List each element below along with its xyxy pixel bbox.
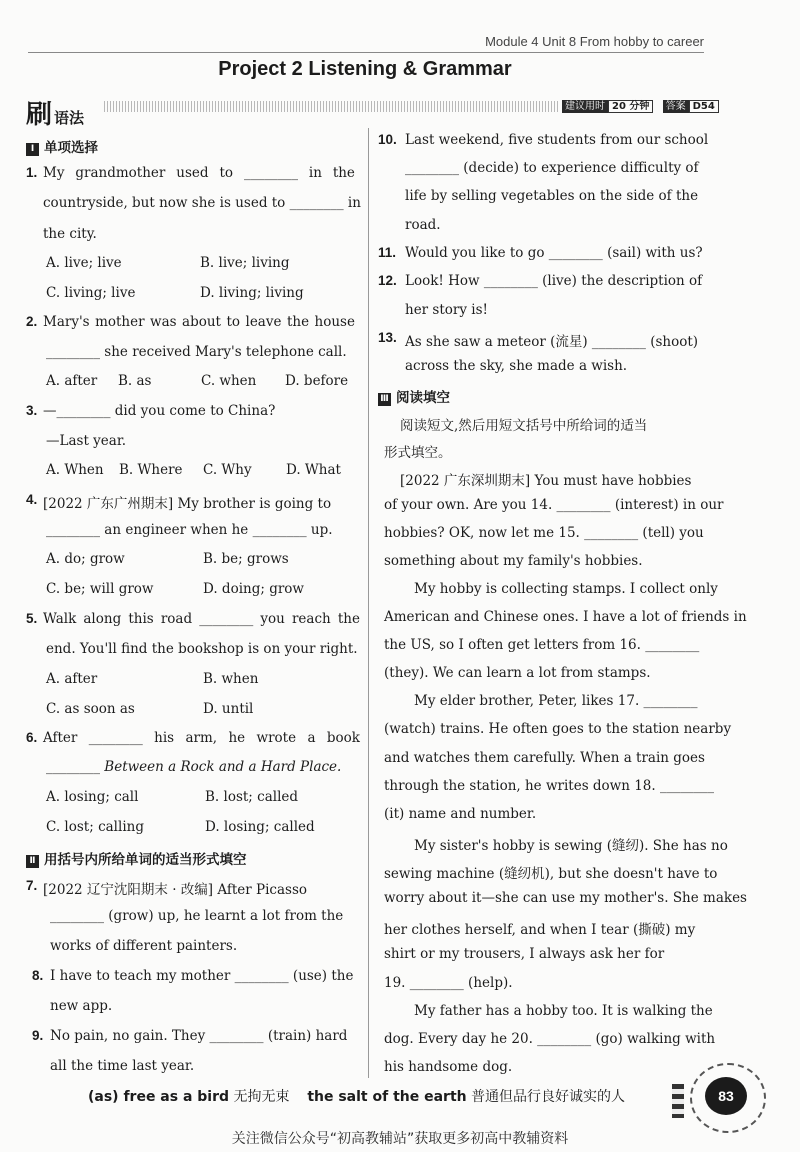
q2-number: 2. <box>26 314 38 329</box>
q3-option-c[interactable]: C. Why <box>203 462 252 478</box>
decorative-hatch-bar <box>104 101 560 112</box>
q6-book-title: Between a Rock and a Hard Place. <box>104 759 342 775</box>
q6-blank[interactable]: ________ <box>46 759 100 775</box>
idiom-1-en: (as) free as a bird <box>88 1089 230 1105</box>
reading-p2-line: My hobby is collecting stamps. I collect only <box>414 581 718 597</box>
reading-p3-line: (it) name and number. <box>384 806 537 822</box>
reading-p1-line: [2022 广东深圳期末] You must have hobbies <box>400 473 692 489</box>
q2-line-1: Mary's mother was about to leave the house <box>43 314 355 330</box>
q1-line-3: the city. <box>43 226 97 242</box>
q3-option-a[interactable]: A. When <box>46 462 104 478</box>
reading-p2-line: the US, so I often get letters from 16. ________ <box>384 637 700 653</box>
q7-line-1: [2022 辽宁沈阳期末 · 改编] After Picasso <box>43 882 308 898</box>
q5-line-2: end. You'll find the bookshop is on your right. <box>46 641 358 657</box>
q12-line-1: Look! How ________ (live) the description of <box>405 273 703 289</box>
q9-line-2: all the time last year. <box>50 1058 195 1074</box>
q9-number: 9. <box>32 1028 44 1043</box>
page-number: 83 <box>705 1077 747 1115</box>
q7-line-3: works of different painters. <box>50 938 238 954</box>
header-rule <box>28 52 704 53</box>
reading-p2-line: (they). We can learn a lot from stamps. <box>384 665 651 681</box>
reading-p1-line: hobbies? OK, now let me 15. ________ (tell) you <box>384 525 704 541</box>
brush-char: 刷 <box>26 100 53 130</box>
q11-line-1: Would you like to go ________ (sail) with us? <box>405 245 703 261</box>
section-3-title: 阅读填空 <box>396 390 450 406</box>
reading-p5-line: dog. Every day he 20. ________ (go) walking with <box>384 1031 716 1047</box>
grammar-label: 语法 <box>54 109 85 127</box>
reading-p2-line: American and Chinese ones. I have a lot of friends in <box>384 609 747 625</box>
q4-option-c[interactable]: C. be; will grow <box>46 581 154 597</box>
q2-option-a[interactable]: A. after <box>46 373 98 389</box>
q2-line-2: ________ she received Mary's telephone call. <box>46 344 347 360</box>
lighthouse-icon <box>672 1084 684 1118</box>
section-2-heading <box>26 848 247 868</box>
q12-line-2: her story is! <box>405 302 488 318</box>
q8-number: 8. <box>32 968 44 983</box>
q10-line-3: life by selling vegetables on the side of the <box>405 188 699 204</box>
section-1-number: Ⅰ <box>26 143 39 156</box>
q4-number: 4. <box>26 492 38 507</box>
module-unit-line: Module 4 Unit 8 From hobby to career <box>485 34 704 49</box>
q13-line-2: across the sky, she made a wish. <box>405 358 628 374</box>
q1-option-d[interactable]: D. living; living <box>200 285 304 301</box>
q4-option-a[interactable]: A. do; grow <box>46 551 125 567</box>
time-answer-box <box>562 97 719 112</box>
reading-p5-line: My father has a hobby too. It is walking the <box>414 1003 713 1019</box>
q5-option-b[interactable]: B. when <box>203 671 259 687</box>
page-title: Project 2 Listening & Grammar <box>218 58 512 80</box>
section-3-heading <box>378 386 450 406</box>
idiom-footer <box>88 1086 625 1106</box>
q11-number: 11. <box>378 245 397 260</box>
reading-p4-line: My sister's hobby is sewing (缝纫). She has no <box>414 838 728 854</box>
reading-p3-line: My elder brother, Peter, likes 17. ________ <box>414 693 698 709</box>
section-1-heading <box>26 136 98 156</box>
q7-number: 7. <box>26 878 38 893</box>
q13-number: 13. <box>378 330 397 345</box>
reading-intro-2: 形式填空。 <box>384 445 452 461</box>
q6-option-a[interactable]: A. losing; call <box>46 789 139 805</box>
q10-line-1: Last weekend, five students from our school <box>405 132 709 148</box>
section-2-title: 用括号内所给单词的适当形式填空 <box>44 852 247 868</box>
idiom-2-en: the salt of the earth <box>307 1089 467 1105</box>
idiom-2-cn: 普通但品行良好诚实的人 <box>471 1089 626 1105</box>
q13-line-1: As she saw a meteor (流星) ________ (shoot) <box>405 334 699 350</box>
q10-line-2: ________ (decide) to experience difficulty of <box>405 160 699 176</box>
reading-p4-line: shirt or my trousers, I always ask her for <box>384 946 665 962</box>
q4-line-1: [2022 广东广州期末] My brother is going to <box>43 496 332 512</box>
q5-line-1: Walk along this road ________ you reach the <box>43 611 360 627</box>
q2-option-d[interactable]: D. before <box>285 373 349 389</box>
q3-option-d[interactable]: D. What <box>286 462 341 478</box>
q4-line-2: ________ an engineer when he ________ up. <box>46 522 333 538</box>
q2-option-c[interactable]: C. when <box>201 373 257 389</box>
section-1-title: 单项选择 <box>44 140 98 156</box>
q10-line-4: road. <box>405 217 441 233</box>
q6-line-1: After ________ his arm, he wrote a book <box>43 730 360 746</box>
q4-option-b[interactable]: B. be; grows <box>203 551 289 567</box>
q4-option-d[interactable]: D. doing; grow <box>203 581 304 597</box>
q3-option-b[interactable]: B. Where <box>119 462 183 478</box>
q5-option-c[interactable]: C. as soon as <box>46 701 135 717</box>
q2-option-b[interactable]: B. as <box>118 373 152 389</box>
q9-line-1: No pain, no gain. They ________ (train) hard <box>50 1028 348 1044</box>
q6-line-2 <box>46 759 341 775</box>
reading-p3-line: and watches them carefully. When a train goes <box>384 750 705 766</box>
watermark-text: 关注微信公众号“初高教辅站”获取更多初高中教辅资料 <box>231 1131 569 1147</box>
reading-p3-line: (watch) trains. He often goes to the station nearby <box>384 721 732 737</box>
reading-p4-line: worry about it—she can use my mother's. She makes <box>384 890 747 906</box>
q1-option-a[interactable]: A. live; live <box>46 255 122 271</box>
section-2-number: Ⅱ <box>26 855 39 868</box>
q3-line-2: —Last year. <box>46 433 127 449</box>
section-3-number: Ⅲ <box>378 393 391 406</box>
q8-line-1: I have to teach my mother ________ (use) the <box>50 968 354 984</box>
idiom-1-cn: 无拘无束 <box>233 1089 290 1105</box>
reading-p1-line: of your own. Are you 14. ________ (interest) in our <box>384 497 724 513</box>
q12-number: 12. <box>378 273 397 288</box>
q6-option-d[interactable]: D. losing; called <box>205 819 315 835</box>
q1-option-b[interactable]: B. live; living <box>200 255 290 271</box>
q3-line-1: —________ did you come to China? <box>43 403 276 419</box>
q6-option-b[interactable]: B. lost; called <box>205 789 299 805</box>
section-brush-heading <box>26 94 84 131</box>
q8-line-2: new app. <box>50 998 113 1014</box>
answer-page: D54 <box>689 100 719 113</box>
reading-p1-line: something about my family's hobbies. <box>384 553 643 569</box>
q1-line-2: countryside, but now she is used to ________ in <box>43 195 361 211</box>
q5-number: 5. <box>26 611 38 626</box>
answer-label: 答案 <box>663 100 689 113</box>
q1-line-1: My grandmother used to ________ in the <box>43 165 355 181</box>
q3-number: 3. <box>26 403 38 418</box>
time-label: 建议用时 <box>562 100 608 113</box>
q1-option-c[interactable]: C. living; live <box>46 285 136 301</box>
reading-p4-line: her clothes herself, and when I tear (撕破) my <box>384 922 696 938</box>
q5-option-a[interactable]: A. after <box>46 671 98 687</box>
column-divider <box>368 128 369 1078</box>
q6-option-c[interactable]: C. lost; calling <box>46 819 144 835</box>
reading-intro-1: 阅读短文,然后用短文括号中所给词的适当 <box>400 418 648 434</box>
reading-p4-line: sewing machine (缝纫机), but she doesn't have to <box>384 866 718 882</box>
reading-p3-line: through the station, he writes down 18. ________ <box>384 778 714 794</box>
reading-p4-line: 19. ________ (help). <box>384 975 513 991</box>
q5-option-d[interactable]: D. until <box>203 701 254 717</box>
q1-number: 1. <box>26 165 38 180</box>
reading-p5-line: his handsome dog. <box>384 1059 513 1075</box>
q6-number: 6. <box>26 730 38 745</box>
q7-line-2: ________ (grow) up, he learnt a lot from the <box>50 908 344 924</box>
q10-number: 10. <box>378 132 397 147</box>
time-value: 20 分钟 <box>608 100 653 113</box>
